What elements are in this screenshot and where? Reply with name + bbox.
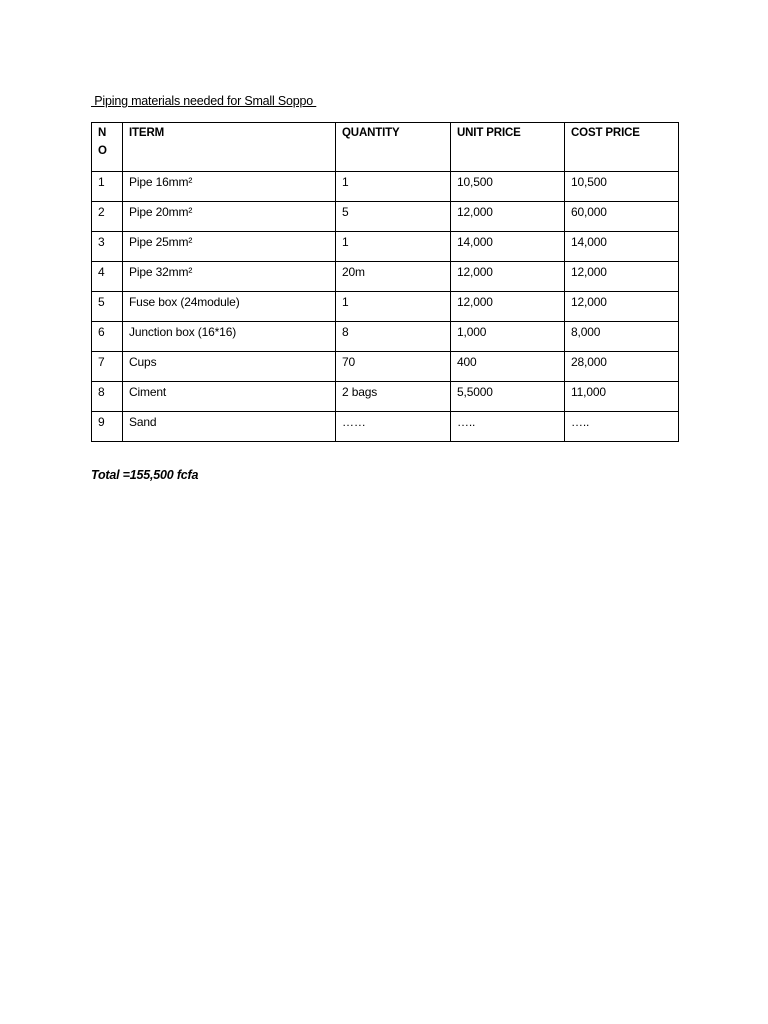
cell-unit-price: 12,000 [451,262,565,292]
table-row [92,232,679,262]
cell-no: 3 [92,232,123,262]
cell-cost-price: 12,000 [565,262,679,292]
cell-cost-price: 8,000 [565,322,679,352]
cell-no: 9 [92,412,123,442]
cell-unit-price: 5,5000 [451,382,565,412]
cell-quantity: …… [336,412,451,442]
cell-quantity: 20m [336,262,451,292]
header-no-line1: N [98,127,107,139]
cell-unit-price: 12,000 [451,202,565,232]
cell-quantity: 1 [336,172,451,202]
cell-unit-price: 10,500 [451,172,565,202]
cell-quantity: 8 [336,322,451,352]
cell-quantity: 5 [336,202,451,232]
cell-unit-price: 1,000 [451,322,565,352]
table-row [92,412,679,442]
cell-cost-price: 28,000 [565,352,679,382]
cell-cost-price: 60,000 [565,202,679,232]
cell-no: 6 [92,322,123,352]
table-row [92,172,679,202]
table-row [92,382,679,412]
header-no [92,123,123,172]
table-header-row [92,123,679,172]
cell-item: Pipe 25mm² [123,232,336,262]
cell-cost-price: 11,000 [565,382,679,412]
cell-quantity: 70 [336,352,451,382]
cell-unit-price: 14,000 [451,232,565,262]
cell-item: Junction box (16*16) [123,322,336,352]
table-row [92,322,679,352]
cell-no: 2 [92,202,123,232]
cell-unit-price: 12,000 [451,292,565,322]
cell-no: 5 [92,292,123,322]
cell-item: Pipe 16mm² [123,172,336,202]
header-cost-price: COST PRICE [565,123,679,172]
cell-unit-price: ….. [451,412,565,442]
table-row [92,292,679,322]
header-quantity: QUANTITY [336,123,451,172]
table-row [92,352,679,382]
cell-no: 8 [92,382,123,412]
cell-quantity: 1 [336,232,451,262]
cell-cost-price: ….. [565,412,679,442]
cell-cost-price: 14,000 [565,232,679,262]
cell-cost-price: 12,000 [565,292,679,322]
cell-quantity: 2 bags [336,382,451,412]
cell-quantity: 1 [336,292,451,322]
header-unit-price: UNIT PRICE [451,123,565,172]
cell-item: Sand [123,412,336,442]
header-no-line2: O [98,145,107,157]
cell-item: Ciment [123,382,336,412]
cell-item: Pipe 32mm² [123,262,336,292]
cell-item: Cups [123,352,336,382]
header-item: ITERM [123,123,336,172]
cell-no: 1 [92,172,123,202]
cell-cost-price: 10,500 [565,172,679,202]
cell-item: Fuse box (24module) [123,292,336,322]
materials-table [91,122,679,442]
document-title: Piping materials needed for Small Soppo [91,94,317,108]
cell-no: 7 [92,352,123,382]
table-row [92,202,679,232]
cell-unit-price: 400 [451,352,565,382]
table-row [92,262,679,292]
cell-no: 4 [92,262,123,292]
cell-item: Pipe 20mm² [123,202,336,232]
total-amount: Total =155,500 fcfa [91,468,199,482]
